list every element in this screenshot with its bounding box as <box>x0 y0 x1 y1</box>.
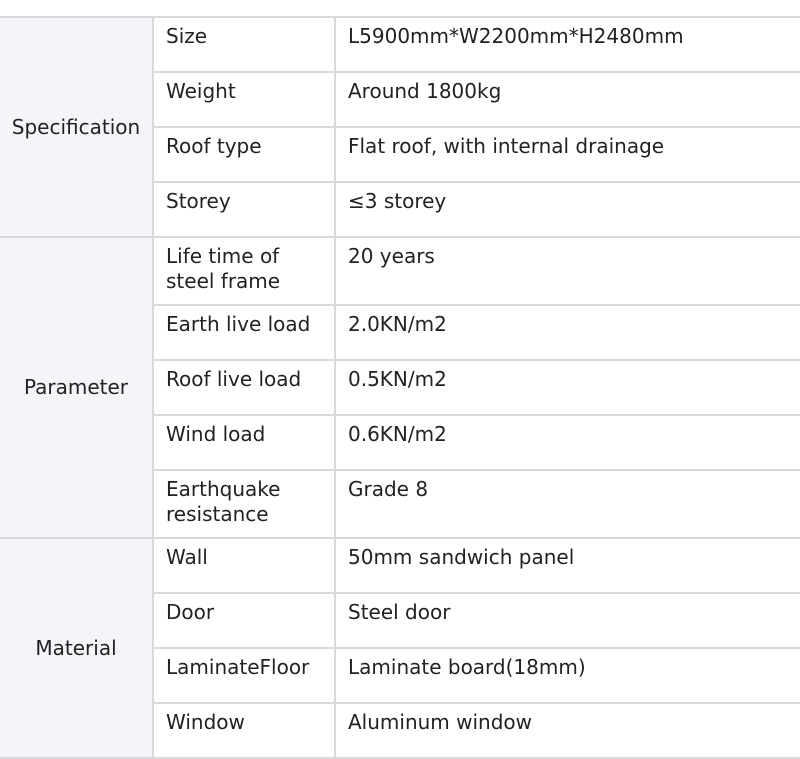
table-row <box>0 17 800 72</box>
row-label: Roof live load <box>153 360 335 415</box>
row-label: Earth live load <box>153 305 335 360</box>
specification-table <box>0 16 800 759</box>
row-value: Steel door <box>335 593 800 648</box>
row-label: LaminateFloor <box>153 648 335 703</box>
row-label: Earthquake resistance <box>153 470 335 538</box>
row-value: Flat roof, with internal drainage <box>335 127 800 182</box>
row-value: L5900mm*W2200mm*H2480mm <box>335 17 800 72</box>
group-label-specification: Specification <box>0 17 153 237</box>
row-label: Roof type <box>153 127 335 182</box>
row-label: Size <box>153 17 335 72</box>
row-value: 0.5KN/m2 <box>335 360 800 415</box>
group-label-parameter: Parameter <box>0 237 153 538</box>
row-value: Aluminum window <box>335 703 800 758</box>
row-label: Window <box>153 703 335 758</box>
row-value: 0.6KN/m2 <box>335 415 800 470</box>
table-row <box>0 538 800 593</box>
row-label: Life time of steel frame <box>153 237 335 305</box>
row-label: Storey <box>153 182 335 237</box>
row-value: ≤3 storey <box>335 182 800 237</box>
table-row <box>0 237 800 305</box>
row-label: Wind load <box>153 415 335 470</box>
row-label: Weight <box>153 72 335 127</box>
row-value: Grade 8 <box>335 470 800 538</box>
row-label: Door <box>153 593 335 648</box>
row-value: Around 1800kg <box>335 72 800 127</box>
row-value: Laminate board(18mm) <box>335 648 800 703</box>
row-value: 50mm sandwich panel <box>335 538 800 593</box>
row-value: 2.0KN/m2 <box>335 305 800 360</box>
row-value: 20 years <box>335 237 800 305</box>
row-label: Wall <box>153 538 335 593</box>
group-label-material: Material <box>0 538 153 758</box>
